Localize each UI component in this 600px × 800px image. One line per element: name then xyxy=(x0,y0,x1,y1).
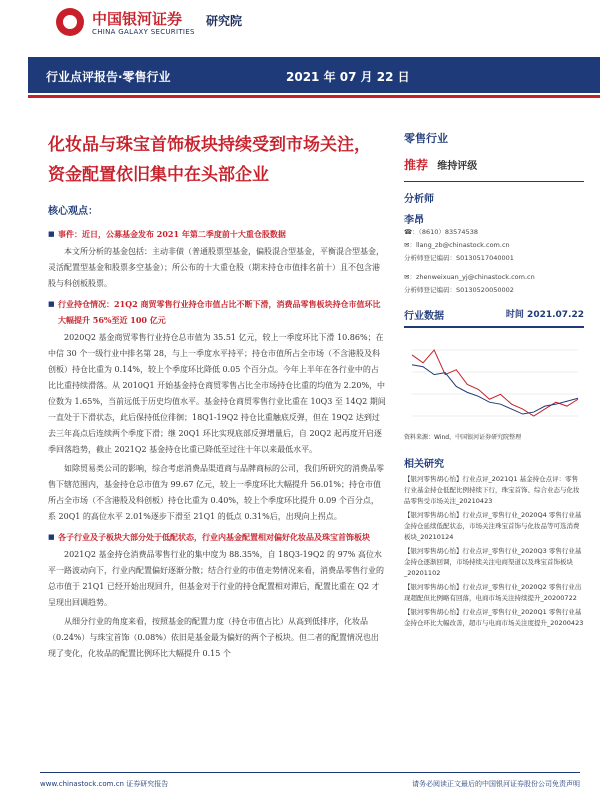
related-item[interactable]: 【银河零售胡心怡】行业点评_2021Q1 基金持仓点评：零售行业基金持仓低配比例持续下行，珠宝首饰、综合业态与化妆品零售受市场关注_20210423 xyxy=(404,475,580,505)
analyst-phone: ☎：（8610）83574538 xyxy=(404,228,478,236)
page-footer xyxy=(40,772,580,789)
rating-sub: 维持评级 xyxy=(437,161,478,172)
related-item[interactable]: 【银河零售胡心怡】行业点评_零售行业_2020Q1 零售行业基金持仓环比大幅改善，超市与电商市场关注度提升_20200423 xyxy=(404,608,584,627)
chart-source: 资料来源：Wind，中国银河证券研究院整理 xyxy=(404,434,522,441)
footer-right: 请务必阅读正文最后的中国银河证券股份公司免责声明 xyxy=(412,780,580,788)
analyst2-cert: 分析师登记编码：S0130520050002 xyxy=(404,286,514,294)
bullet-holdings: ■ 行业持仓情况：21Q2 商贸零售行业持仓市值占比不断下滑，消费品零售板块持仓市值环比大幅提升 56%至近 100 亿元 xyxy=(48,296,386,328)
logo-english: CHINA GALAXY SECURITIES xyxy=(92,28,195,36)
report-type: 行业点评报告·零售行业 xyxy=(46,70,171,84)
related-item[interactable]: 【银河零售胡心怡】行业点评_零售行业_2020Q4 零售行业基金持仓延续低配状态，市场关注珠宝首饰与化妆品等可选消费板块_20210124 xyxy=(404,511,582,541)
sidebar xyxy=(404,130,584,632)
paragraph-scope: 本文所分析的基金包括：主动非债（普通股票型基金，偏股混合型基金，平衡混合型基金，灵活配置型基金和股票多空基金）；所公布的十大重仓股（期末持仓市值排名前十）且不包含港股与科创板股票。 xyxy=(48,247,384,288)
related-list xyxy=(404,474,584,629)
divider xyxy=(404,181,584,182)
footer-left: www.chinastock.com.cn 证券研究报告 xyxy=(40,780,169,788)
report-title: 化妆品与珠宝首饰板块持续受到市场关注，资金配置依旧集中在头部企业 xyxy=(48,135,371,185)
key-points-label: 核心观点： xyxy=(48,206,98,217)
trend-date: 时间 2021.07.22 xyxy=(505,310,584,320)
trend-plot xyxy=(404,328,584,426)
report-band xyxy=(28,57,600,93)
galaxy-logo-icon xyxy=(56,8,84,36)
bullet-event: ■ 事件：近日，公募基金发布 2021 年第二季度前十大重仓股数据 xyxy=(48,226,386,242)
trend-legend xyxy=(424,334,484,341)
report-date: 2021 年 07 月 22 日 xyxy=(286,70,410,84)
series-a-line xyxy=(412,350,578,416)
paragraph-consumer: 如除贸易类公司的影响，综合考虑消费品渠道商与品牌商标的公司，我们所研究的消费品零售下辖范围内，基金持仓总市值为 99.67 亿元，较上一季度环比大幅提升 56.01%；持仓市值所占全市场（不含港股及科创板）持仓比重为 0.40%，较上个季度环比提升 0.09 个百分点，系 20Q1 的高位水平 2.01%逐步下滑至 21Q1 的低点 0.31%后，出现向上拐点。 xyxy=(48,464,384,521)
band-divider xyxy=(28,95,600,98)
related-item[interactable]: 【银河零售胡心怡】行业点评_零售行业_2020Q3 零售行业基金持仓逐渐回调，市场持续关注电商渠道以及珠宝首饰板块_20201102 xyxy=(404,547,582,577)
related-label: 相关研究 xyxy=(404,459,444,470)
page-header xyxy=(0,0,600,50)
paragraph-subsectors: 从细分行业的角度来看，按照基金的配置力度（持仓市值占比）从高到低排序，化妆品（0.24%）与珠宝首饰（0.08%）依旧是基金最为偏好的两个子板块。但二者的配置情况也出现了变化，化妆品的配置比例环比大幅提升 0.15 个 xyxy=(48,617,379,658)
rating-main: 推荐 xyxy=(404,158,429,172)
analyst-email: ✉：llang_zb@chinastock.com.cn xyxy=(404,241,510,249)
analyst-cert: 分析师登记编码：S0130517040001 xyxy=(404,254,514,262)
industry-label: 零售行业 xyxy=(404,132,448,145)
paragraph-concentration: 2021Q2 基金持仓消费品零售行业的集中度为 88.35%，自 18Q3-19Q2 的 97% 高位水平一路波动向下，行业内配置偏好逐渐分散；结合行业的市值走势情况来看，消费品零售行业的总市值于 21Q1 已经开始出现回升，但基金对于行业的持仓配置相对滞后，配置比重在 Q2 才呈现出回调趋势。 xyxy=(48,550,384,607)
trend-chart xyxy=(404,326,584,426)
analyst-name: 李昂 xyxy=(404,215,424,226)
trend-header xyxy=(404,307,584,322)
analyst-label: 分析师 xyxy=(404,194,434,205)
main-content xyxy=(48,222,386,665)
paragraph-holdings: 2020Q2 基金商贸零售行业持仓总市值为 35.51 亿元，较上一季度环比下滑 10.86%；在中信 30 个一级行业中排名第 28，与上一季度水平持平；持仓市值所占全市场（不含港股及科创板）持仓比重为 0.14%，较上个季度环比降低 0.05 个百分点。今年上半年在各行业中的占比比重持续滑落。从 2010Q1 开始基金持仓商贸零售占比全市场持仓比重的均值为 2.20%，中位数为 1.65%，当前远低于历史均值水平。基金持仓商贸零售行业比重在 10Q3 至 14Q2 期间一直处于下滑状态，此后保持低位徘徊；18Q1-19Q2 持仓比重触底反弹，但在 19Q2 达到过去三年高点后连续两个季度下滑；继 20Q1 环比实现底部反弹增量后，自 20Q2 起再度开启逐季回落趋势，截止 2021Q2 基金持仓比重已降低至过往十年以来最低水平。 xyxy=(48,333,386,454)
logo-chinese: 中国银河证券 xyxy=(92,10,183,28)
rating xyxy=(404,156,584,173)
analyst2-email: ✉：zhenweixuan_yj@chinastock.com.cn xyxy=(404,273,535,281)
trend-label: 行业数据 xyxy=(404,311,444,322)
related-item[interactable]: 【银河零售胡心怡】行业点评_零售行业_2020Q2 零售行业出现超配但比例略有回落，电商市场关注持续提升_20200722 xyxy=(404,583,582,602)
bullet-subsectors: ■ 各子行业及子板块大部分处于低配状态，行业内基金配置相对偏好化妆品及珠宝首饰板块 xyxy=(48,529,386,545)
institute-label: 研究院 xyxy=(206,14,243,28)
